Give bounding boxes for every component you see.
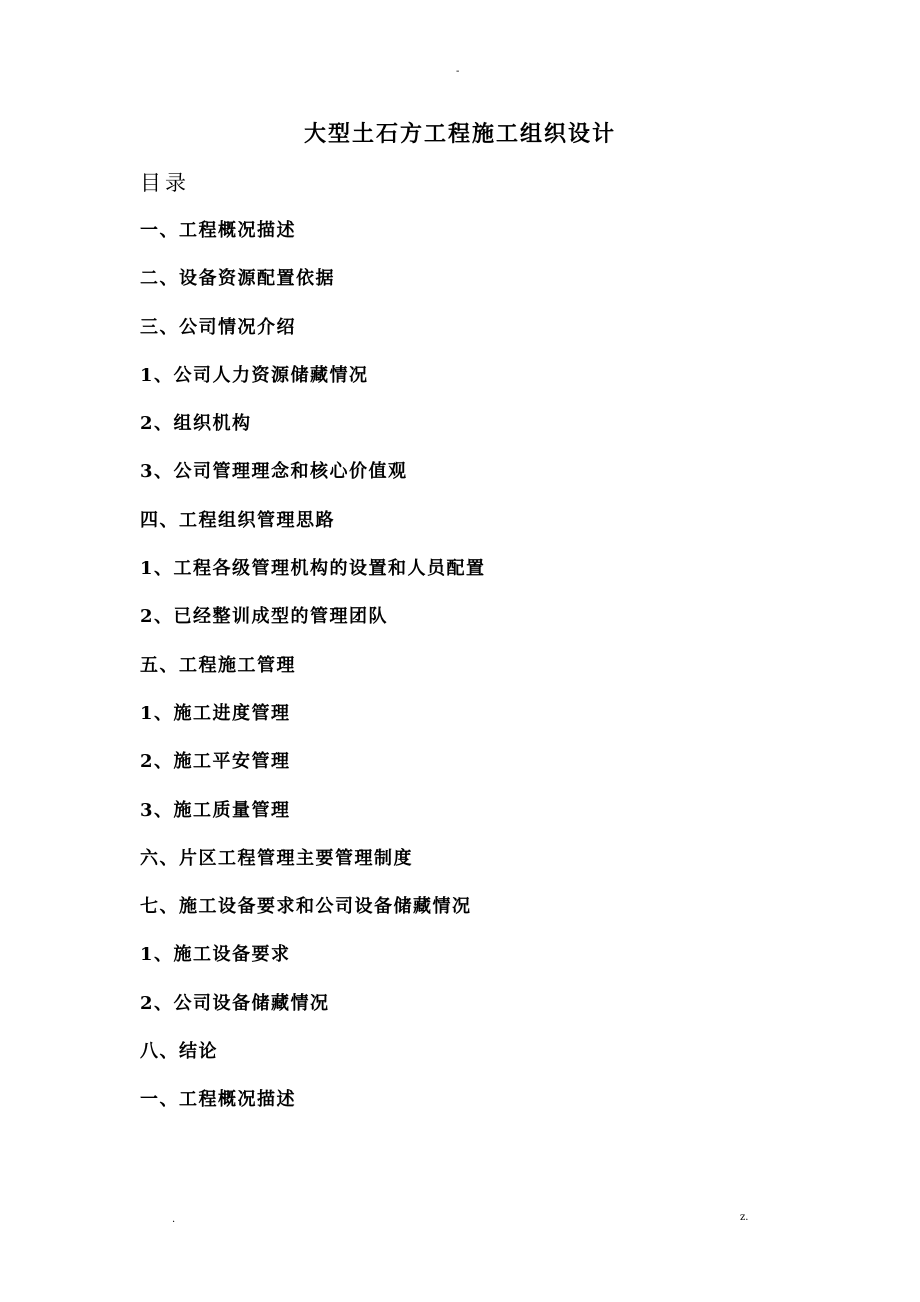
table-of-contents [140,216,486,1134]
toc-item: 2、已经整训成型的管理团队 [140,606,389,628]
toc-item: 六、片区工程管理主要管理制度 [140,847,413,869]
section-heading: 一、工程概况描述 [140,1089,296,1111]
toc-item: 一、工程概况描述 [140,220,296,241]
header-mark: - [456,66,460,77]
toc-item: 1、施工进度管理 [140,702,291,724]
footer-right-mark: z. [740,1212,749,1223]
toc-item: 1、施工设备要求 [140,944,291,966]
toc-item: 3、公司管理理念和核心价值观 [140,461,408,483]
footer-left-mark: . [172,1214,176,1225]
toc-item: 1、工程各级管理机构的设置和人员配置 [140,558,486,580]
toc-item: 七、施工设备要求和公司设备储藏情况 [140,896,472,918]
toc-heading: 目录 [140,171,190,195]
toc-item: 2、组织机构 [140,413,252,435]
toc-item: 八、结论 [140,1041,218,1063]
toc-item: 四、工程组织管理思路 [140,509,335,531]
document-title: 大型土石方工程施工组织设计 [303,121,616,147]
toc-item: 三、公司情况介绍 [140,316,296,338]
toc-item: 2、施工平安管理 [140,751,291,773]
toc-item: 2、公司设备储藏情况 [140,992,330,1014]
toc-item: 五、工程施工管理 [140,654,296,676]
toc-item: 1、公司人力资源储藏情况 [140,364,369,386]
toc-item: 3、施工质量管理 [140,799,291,821]
toc-item: 二、设备资源配置依据 [140,268,335,290]
